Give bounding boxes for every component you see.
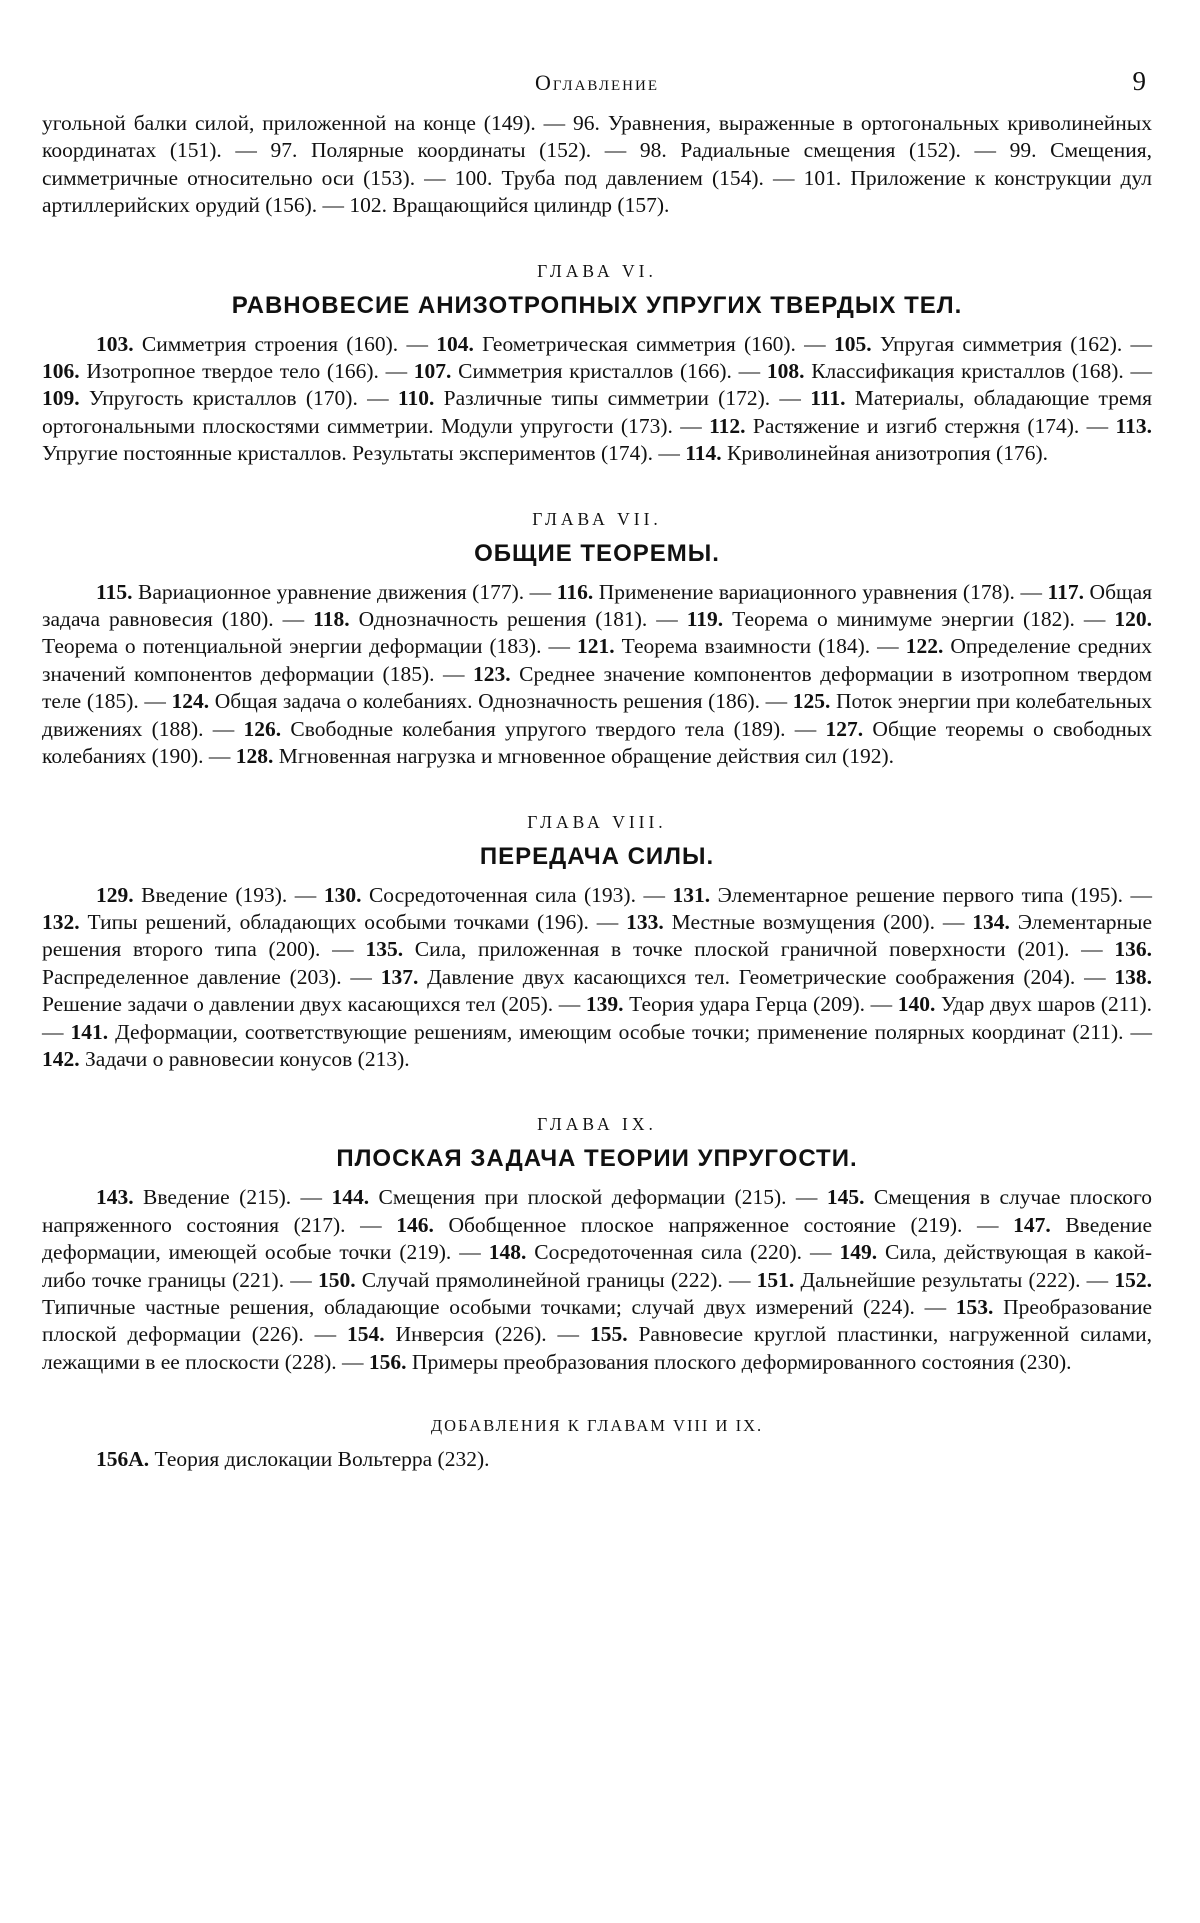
section-number: 133. — [626, 909, 664, 934]
section-number: 143. — [96, 1185, 134, 1210]
section-number: 147. — [1013, 1212, 1051, 1237]
section-title: Дальнейшие результаты (222). — — [794, 1267, 1115, 1292]
section-title: Типы решений, обладающих особыми точками (196). — — [79, 909, 627, 934]
section-title: Сила, действующая в какой-либо точке границы (221). — — [42, 1240, 1153, 1292]
section-title: Свободные колебания упругого твердого тела (189). — — [281, 716, 826, 741]
section-number: 103. — [96, 331, 134, 356]
section-number: 128. — [235, 744, 274, 769]
section-title: Поток энергии при колебательных движениях (188). — — [42, 689, 1152, 741]
section-number: 145. — [826, 1185, 865, 1210]
section-title: Теория удара Герца (209). — — [623, 992, 898, 1017]
section-number: 124. — [171, 689, 210, 714]
section-number: 121. — [577, 634, 615, 659]
section-number: 138. — [1114, 964, 1152, 989]
section-title: Смещения при плоской деформации (215). — — [369, 1185, 827, 1210]
section-number: 125. — [792, 689, 831, 714]
section-number: 111. — [810, 386, 846, 411]
section-title: Местные возмущения (200). — — [663, 909, 973, 934]
section-title: Введение деформации, имеющей особые точки (219). — — [42, 1212, 1152, 1265]
section-number: 115. — [96, 579, 133, 604]
chapter-title: ПЕРЕДАЧА СИЛЫ. — [479, 842, 715, 870]
chapter-title: ОБЩИЕ ТЕОРЕМЫ. — [474, 539, 720, 567]
section-title: Изотропное твердое тело (166). — — [79, 359, 414, 384]
section-title: Упругие постоянные кристаллов. Результаты экспериментов (174). — — [42, 441, 686, 466]
chapter-entries — [42, 1184, 1152, 1376]
section-number: 123. — [472, 661, 511, 686]
section-number: 122. — [905, 634, 944, 659]
section-number: 107. — [413, 359, 452, 384]
section-title: Упругость кристаллов (170). — — [79, 386, 398, 411]
section-title: Сосредоточенная сила (220). — — [526, 1240, 840, 1265]
section-title: Равновесие круглой пластинки, нагруженной силами, лежащими в ее плоскости (228). — — [42, 1322, 1152, 1374]
section-title: Смещения в случае плоского напряженного состояния (217). — — [42, 1185, 1152, 1237]
section-number: 153. — [955, 1294, 994, 1319]
chapter-entries — [42, 579, 1152, 771]
section-title: Среднее значение компонентов деформации в изотропном твердом теле (185). — — [42, 661, 1152, 714]
section-number: 149. — [839, 1240, 878, 1265]
section-number: 112. — [709, 413, 746, 438]
section-number: 132. — [42, 909, 80, 934]
section-title: Типичные частные решения, обладающие особыми точками; случай двух измерений (224). — — [42, 1294, 956, 1319]
section-number: 136. — [1114, 937, 1152, 962]
section-title: Случай прямолинейной границы (222). — — [355, 1267, 757, 1292]
section-title: Классификация кристаллов (168). — — [804, 359, 1152, 384]
section-number: 148. — [488, 1240, 527, 1265]
section-number: 146. — [396, 1212, 434, 1237]
section-number: 151. — [756, 1267, 795, 1292]
section-title: Теорема о минимуме энергии (182). — — [723, 607, 1115, 632]
section-number: 105. — [833, 331, 872, 356]
section-number: 156A. — [96, 1447, 150, 1472]
section-number: 108. — [766, 359, 805, 384]
section-number: 127. — [825, 716, 864, 741]
supplement-entries — [42, 1446, 1152, 1473]
section-number: 109. — [42, 386, 80, 411]
section-number: 156. — [368, 1349, 407, 1374]
section-title: Теорема взаимности (184). — — [614, 634, 906, 659]
section-title: Упругая симметрия (162). — — [871, 331, 1152, 356]
section-number: 155. — [589, 1322, 628, 1347]
section-title: Симметрия кристаллов (166). — — [451, 359, 767, 384]
section-title: Решение задачи о давлении двух касающихся тел (205). — — [42, 992, 586, 1017]
section-title: Удар двух шаров (211). — — [42, 992, 1153, 1044]
section-title: Распределенное давление (203). — — [42, 964, 381, 989]
chapter-entries — [42, 882, 1152, 1074]
section-title: Давление двух касающихся тел. Геометрические соображения (204). — — [418, 964, 1115, 989]
section-number: 130. — [323, 882, 362, 907]
chapter-entries — [42, 331, 1152, 468]
chapter-title: РАВНОВЕСИЕ АНИЗОТРОПНЫХ УПРУГИХ ТВЕРДЫХ ТЕЛ. — [231, 291, 963, 319]
section-number: 126. — [243, 716, 282, 741]
section-title: Определение средних значений компонентов деформации (185). — — [42, 634, 1152, 686]
page-number: 9 — [1132, 66, 1146, 96]
section-number: 119. — [686, 607, 724, 632]
section-title: Обобщенное плоское напряженное состояние (219). — — [433, 1212, 1014, 1237]
section-title: Введение (215). — — [133, 1185, 332, 1210]
section-title: Симметрия строения (160). — — [133, 331, 437, 356]
section-title: Мгновенная нагрузка и мгновенное обращение действия сил (192). — [273, 744, 895, 769]
section-number: 154. — [347, 1322, 385, 1347]
chapter-label: ГЛАВА VII. — [532, 508, 662, 529]
section-number: 150. — [317, 1267, 356, 1292]
section-title: Сосредоточенная сила (193). — — [361, 882, 673, 907]
section-number: 141. — [70, 1019, 109, 1044]
section-title: Общие теоремы о свободных колебаниях (190). — — [42, 716, 1153, 769]
section-title: Геометрическая симметрия (160). — — [473, 331, 834, 356]
section-number: 134. — [972, 909, 1010, 934]
section-title: Вариационное уравнение движения (177). — — [132, 579, 557, 604]
section-number: 135. — [365, 937, 404, 962]
section-title: Однозначность решения (181). — — [349, 607, 687, 632]
section-number: 113. — [1115, 413, 1152, 438]
chapter-v-continuation: угольной балки силой, приложенной на конце (149). — 96. Уравнения, выраженные в ортогональных криволинейных координатах (151). — 97. Полярные координаты (152). — 98. Радиальные смещения (152). — 99. Смещения, симметричные относительно оси (153). — 100. Труба под давлением (154). — 101. Приложение к конструкции дул артиллерийских орудий (156). — 102. Вращающийся цилиндр (157). — [42, 111, 1152, 218]
section-title: Материалы, обладающие тремя ортогональными плоскостями симметрии. Модули упругости (173). — — [42, 386, 1152, 438]
section-title: Криволинейная анизотропия (176). — [721, 441, 1048, 466]
section-title: Примеры преобразования плоского деформированного состояния (230). — [406, 1349, 1072, 1374]
toc-page — [42, 66, 1153, 1474]
section-title: Общая задача равновесия (180). — — [42, 579, 1153, 632]
section-title: Теория дислокации Вольтерра (232). — [149, 1447, 490, 1472]
section-title: Теорема о потенциальной энергии деформации (183). — — [42, 634, 578, 659]
section-number: 110. — [397, 386, 435, 411]
section-title: Растяжение и изгиб стержня (174). — — [745, 413, 1116, 438]
section-number: 152. — [1114, 1267, 1152, 1292]
section-title: Сила, приложенная в точке плоской граничной поверхности (201). — — [403, 937, 1115, 962]
section-number: 114. — [685, 441, 722, 466]
chapter-label: ГЛАВА IX. — [537, 1114, 657, 1135]
section-title: Элементарное решение первого типа (195). — — [710, 882, 1152, 907]
section-number: 137. — [380, 964, 419, 989]
chapter-label: ГЛАВА VIII. — [527, 811, 667, 832]
section-title: Инверсия (226). — — [384, 1322, 590, 1347]
section-title: Введение (193). — — [133, 882, 324, 907]
section-title: Элементарные решения второго типа (200). — — [42, 909, 1152, 962]
section-number: 139. — [585, 992, 624, 1017]
section-number: 144. — [331, 1185, 370, 1210]
section-number: 104. — [436, 331, 474, 356]
section-number: 131. — [672, 882, 711, 907]
section-number: 142. — [42, 1046, 80, 1071]
section-title: Общая задача о колебаниях. Однозначность решения (186). — — [209, 689, 793, 714]
section-number: 117. — [1047, 579, 1084, 604]
section-title: Деформации, соответствующие решениям, имеющим особые точки; применение полярных координат (211). — — [108, 1019, 1152, 1044]
section-title: Преобразование плоской деформации (226). — — [42, 1294, 1152, 1347]
chapter-title: ПЛОСКАЯ ЗАДАЧА ТЕОРИИ УПРУГОСТИ. — [336, 1145, 858, 1173]
section-number: 120. — [1114, 607, 1153, 632]
section-number: 118. — [313, 607, 350, 632]
section-number: 140. — [897, 992, 936, 1017]
section-number: 106. — [42, 359, 80, 384]
section-title: Задачи о равновесии конусов (213). — [79, 1046, 410, 1071]
section-title: Различные типы симметрии (172). — — [434, 386, 811, 411]
section-number: 116. — [556, 579, 594, 604]
running-title: Оглавление — [534, 70, 660, 95]
running-head — [42, 66, 1152, 110]
section-number: 129. — [96, 882, 134, 907]
supplement-label: ДОБАВЛЕНИЯ К ГЛАВАМ VIII И IX. — [430, 1416, 764, 1436]
section-title: Применение вариационного уравнения (178). — — [593, 579, 1048, 604]
chapter-label: ГЛАВА VI. — [537, 260, 657, 281]
